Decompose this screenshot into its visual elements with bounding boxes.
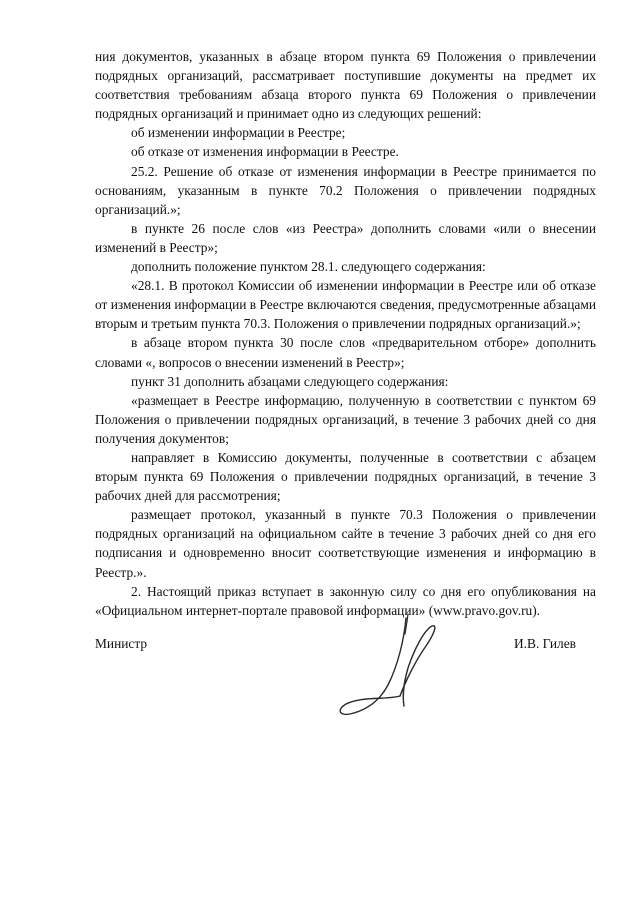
handwritten-signature-image (328, 610, 448, 720)
document-body (95, 47, 596, 620)
paragraph-8: в абзаце втором пункта 30 после слов «предварительном отборе» дополнить словами «, вопросов о внесении изменений в Реестр»; (95, 335, 596, 370)
signatory-title: Министр (95, 636, 148, 651)
paragraph-6: дополнить положение пунктом 28.1. следующего содержания: (131, 259, 486, 275)
paragraph-4: 25.2. Решение об отказе от изменения информации в Реестре принимается по основаниям, указанным в пункте 70.2 Положения о привлечении подрядных организаций.»; (95, 163, 596, 217)
paragraph-13: 2. Настоящий приказ вступает в законную силу со дня его опубликования на «Официальном интернет-портале правовой информации» (www.pravo.gov.ru). (95, 583, 596, 618)
signature-stroke-1 (340, 618, 406, 714)
signatory-name: И.В. Гилев (514, 636, 576, 651)
paragraph-5: в пункте 26 после слов «из Реестра» дополнить словами «или о внесении изменений в Реестр»; (95, 220, 596, 255)
paragraph-7: «28.1. В протокол Комиссии об изменении информации в Реестре или об отказе от изменения информации в Реестре включаются сведения, предусмотренные абзацами вторым и третьим пункта 70.3. Положения о привлечении подрядных организаций.»; (95, 278, 596, 332)
paragraph-3: об отказе от изменения информации в Реестре. (131, 144, 399, 160)
signature-stroke-2 (400, 626, 435, 706)
paragraph-12: размещает протокол, указанный в пункте 70.3 Положения о привлечении подрядных организаций на официальном сайте в течение 3 рабочих дней со дня его подписания и одновременно вносит соответствующие изменения и информацию в Реестр.». (95, 507, 596, 580)
paragraph-10: «размещает в Реестре информацию, полученную в соответствии с пунктом 69 Положения о привлечении подрядных организаций, в течение 3 рабочих дней со дня получения документов; (95, 392, 596, 446)
paragraph-11: направляет в Комиссию документы, полученные в соответствии с абзацем вторым пункта 69 Положения о привлечении подрядных организаций, в течение 3 рабочих дней для рассмотрения; (95, 449, 596, 504)
paragraph-1: ния документов, указанных в абзаце втором пункта 69 Положения о привлечении подрядных организаций, рассматривает поступившие документы на предмет их соответствия требованиям абзаца второго пункта 69 Положения о привлечении подрядных организаций и принимает одно из следующих решений: (95, 49, 596, 122)
paragraph-2: об изменении информации в Реестре; (131, 125, 346, 141)
paragraph-9: пункт 31 дополнить абзацами следующего содержания: (131, 373, 449, 389)
